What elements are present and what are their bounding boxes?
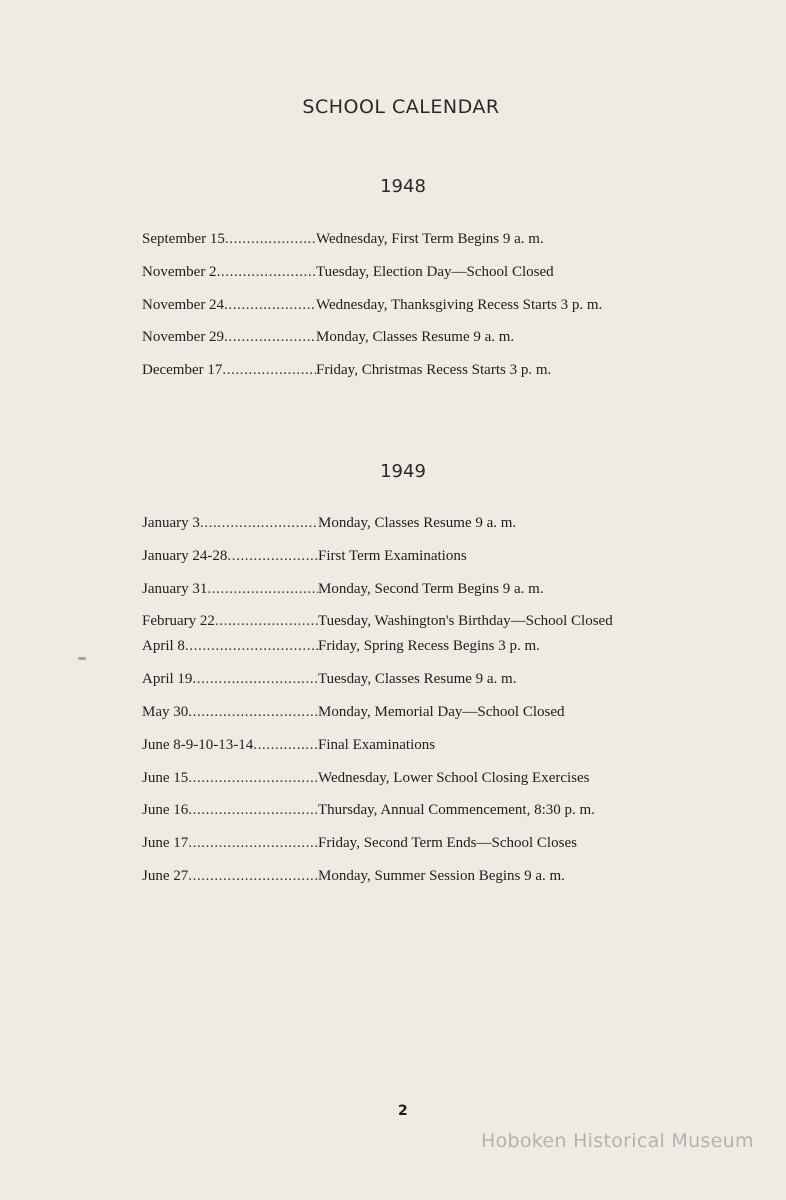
year-heading-1948: 1948	[380, 176, 426, 197]
date-column	[142, 262, 316, 283]
entry-event: Monday, Classes Resume 9 a. m.	[318, 515, 517, 531]
entry-date: May 30	[142, 703, 189, 720]
entry-date: January 24-28	[142, 547, 228, 564]
entry-event: First Term Examinations	[318, 547, 467, 564]
dot-leader	[192, 669, 318, 690]
calendar-entry	[142, 800, 682, 821]
dot-leader	[225, 229, 316, 250]
entry-date: April 8	[142, 638, 185, 655]
dot-leader	[188, 702, 318, 723]
dot-leader	[215, 611, 318, 632]
entry-event: Tuesday, Classes Resume 9 a. m.	[318, 671, 517, 688]
date-column	[142, 800, 318, 821]
entry-date: February 22	[142, 613, 215, 630]
date-column	[142, 360, 316, 381]
dot-leader	[217, 262, 316, 283]
entry-date: December 17	[142, 362, 223, 379]
entry-date: June 17	[142, 835, 189, 852]
calendar-entry	[142, 360, 682, 381]
date-column	[142, 768, 318, 789]
entry-event: Wednesday, Thanksgiving Recess Starts 3 p. m.	[316, 296, 603, 313]
calendar-entry	[142, 229, 682, 250]
entry-event: Final Examinations	[318, 736, 436, 753]
entry-date: April 19	[142, 671, 193, 688]
date-column	[142, 327, 316, 348]
dot-leader	[227, 546, 318, 567]
page-number: 2	[398, 1103, 408, 1119]
year-heading-1949: 1949	[380, 461, 426, 482]
dot-leader	[188, 800, 318, 821]
entry-event: Thursday, Annual Commencement, 8:30 p. m.	[318, 802, 595, 819]
dot-leader	[224, 327, 316, 348]
calendar-entry	[142, 833, 682, 854]
entry-date: June 16	[142, 802, 189, 819]
date-column	[142, 295, 316, 316]
calendar-entry	[142, 636, 682, 657]
entry-event: Friday, Christmas Recess Starts 3 p. m.	[316, 362, 552, 379]
calendar-entry	[142, 611, 682, 632]
calendar-entry	[142, 669, 682, 690]
calendar-list-1948	[142, 229, 682, 393]
date-column	[142, 229, 316, 250]
calendar-entry	[142, 579, 682, 600]
dot-leader	[224, 295, 316, 316]
entry-event: Tuesday, Election Day—School Closed	[316, 263, 554, 280]
entry-date: June 8-9-10-13-14	[142, 736, 254, 753]
date-column	[142, 611, 318, 632]
entry-date: November 2	[142, 263, 217, 280]
calendar-entry	[142, 295, 682, 316]
dot-leader	[222, 360, 316, 381]
dot-leader	[200, 513, 318, 534]
entry-event: Friday, Second Term Ends—School Closes	[318, 835, 577, 852]
entry-date: June 15	[142, 769, 189, 786]
date-column	[142, 546, 318, 567]
calendar-entry	[142, 327, 682, 348]
date-column	[142, 866, 318, 887]
date-column	[142, 702, 318, 723]
date-column	[142, 735, 318, 756]
entry-date: November 29	[142, 329, 225, 346]
museum-watermark: Hoboken Historical Museum	[481, 1130, 754, 1152]
dot-leader	[188, 768, 318, 789]
calendar-entry	[142, 702, 682, 723]
dot-leader	[207, 579, 318, 600]
calendar-list-1949	[142, 513, 682, 899]
entry-event: Wednesday, First Term Begins 9 a. m.	[316, 231, 544, 247]
calendar-entry	[142, 513, 682, 534]
date-column	[142, 579, 318, 600]
calendar-entry	[142, 735, 682, 756]
date-column	[142, 669, 318, 690]
entry-event: Friday, Spring Recess Begins 3 p. m.	[318, 638, 540, 655]
entry-event: Monday, Classes Resume 9 a. m.	[316, 329, 515, 346]
date-column	[142, 833, 318, 854]
entry-date: June 27	[142, 867, 189, 884]
entry-date: January 31	[142, 580, 208, 597]
dot-leader	[188, 833, 318, 854]
dot-leader	[188, 866, 318, 887]
date-column	[142, 636, 318, 657]
entry-event: Monday, Memorial Day—School Closed	[318, 703, 565, 720]
date-column	[142, 513, 318, 534]
entry-event: Wednesday, Lower School Closing Exercises	[318, 769, 590, 786]
dot-leader	[185, 636, 318, 657]
page-title: SCHOOL CALENDAR	[302, 96, 500, 118]
calendar-entry	[142, 866, 682, 887]
entry-date: September 15	[142, 231, 225, 247]
dot-leader	[253, 735, 318, 756]
paper-speck	[78, 657, 86, 660]
calendar-entry	[142, 768, 682, 789]
calendar-entry	[142, 546, 682, 567]
entry-date: November 24	[142, 296, 225, 313]
calendar-entry	[142, 262, 682, 283]
entry-event: Tuesday, Washington's Birthday—School Closed	[318, 613, 613, 630]
entry-event: Monday, Second Term Begins 9 a. m.	[318, 580, 544, 597]
entry-event: Monday, Summer Session Begins 9 a. m.	[318, 867, 565, 884]
entry-date: January 3	[142, 515, 200, 531]
